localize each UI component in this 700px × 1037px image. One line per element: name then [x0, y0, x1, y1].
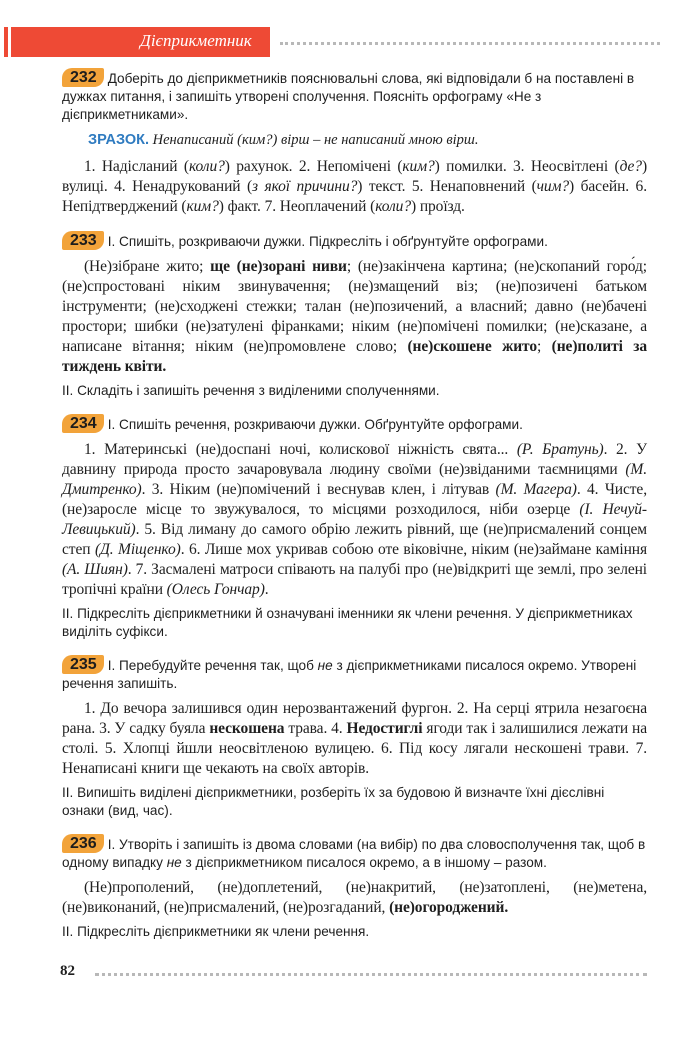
highlighted-word: Недостиглі [346, 720, 423, 737]
header-notch [8, 27, 11, 57]
exercise-task-2: ІІ. Випишіть виділені дієприкметники, розберіть їх за будовою й визначте їхні дієслівні ознаки (вид, час). [62, 785, 605, 818]
exercise-task [62, 655, 647, 693]
text-run: ; [537, 338, 552, 355]
exercise-body [62, 699, 647, 779]
text-run: ) басейн. 6. Непідтверджений ( [62, 178, 647, 215]
task-text: з дієприкметниками писалося окремо. Утворені речення запишіть. [62, 658, 637, 691]
exercise-234 [62, 414, 647, 641]
sample-text: Ненаписаний (ким?) вірш – не написаний мною вірш. [152, 132, 479, 148]
highlighted-phrase: (не)скошене жито [407, 338, 538, 355]
exercise-task [62, 68, 647, 124]
text-run: . 3. Ніким (не)помічений і веснував клен, і літував [141, 481, 496, 498]
header-notch [0, 27, 4, 57]
text-run: . 4. Чисте, (не)заросле місце то звужувалося, то місцями розходилося, ніби озерце [62, 481, 647, 518]
text-run: ) рахунок. 2. Непомічені ( [224, 158, 403, 175]
task-text: І. Утворіть і запишіть із двома словами (на вибір) по два словосполучення так, щоб в одному випадку [62, 837, 646, 870]
task-particle: не [166, 855, 182, 870]
text-run: . 7. Засмалені матроси співають на палубі про (не)відкриті ще землі, про зелені тропічні країни [62, 561, 648, 598]
question: з якої причини? [252, 178, 358, 195]
text-run: . [264, 581, 269, 598]
exercise-number: 233 [62, 231, 104, 250]
exercise-235 [62, 655, 647, 820]
question: коли? [375, 198, 411, 215]
text-run: 1. Материнські (не)доспані ночі, колискової ніжність свята... [84, 441, 517, 458]
exercise-task-2: ІІ. Підкресліть дієприкметники як члени речення. [62, 924, 370, 939]
exercise-236 [62, 834, 647, 941]
page-number: 82 [60, 963, 75, 979]
highlighted-phrase: ще (не)зорані ниви [210, 258, 347, 275]
exercise-number: 235 [62, 655, 104, 674]
exercise-233 [62, 231, 647, 400]
text-run: ягоди так і залишилися лежати на столі. 5. Хлопці йшли неосвітленою вулицею. 6. Під косу лягали нескошені трави. 7. Ненаписані книги ще чекають на своїх авторів. [62, 720, 648, 777]
sample-label: ЗРАЗОК. [88, 132, 150, 148]
task-text: І. Спишіть, розкриваючи дужки. Підкресліть і обґрунтуйте орфограми. [107, 234, 548, 249]
text-run: ) помилки. 3. Неосвітлені ( [434, 158, 620, 175]
question: чим? [536, 178, 570, 195]
exercise-232 [62, 68, 647, 217]
task-text: з дієприкметником писалося окремо, а в іншому – разом. [181, 855, 547, 870]
author: (М. Дмитренко) [62, 461, 647, 498]
exercise-task-2: ІІ. Підкресліть дієприкметники й означувані іменники як члени речення. У дієприкметниках виділіть суфікси. [62, 606, 633, 639]
exercise-body [62, 440, 647, 600]
text-run: 1. До вечора залишився один нерозвантажений фургон. 2. На серці ятрила незагоєна рана. 3. У садку буяла [62, 700, 647, 737]
highlighted-word: (не)огороджений. [389, 899, 509, 916]
chapter-title: Дієприкметник [140, 31, 252, 50]
text-run: . 5. Від лиману до самого обрію лежить рівний, ще (не)присмалений сонцем степ [62, 521, 647, 558]
text-run: 1. Надісланий ( [84, 158, 189, 175]
exercise-body [62, 878, 647, 918]
question: де? [619, 158, 642, 175]
author: (Д. Міщенко) [94, 541, 181, 558]
exercise-task [62, 231, 647, 251]
sample [88, 132, 647, 149]
exercise-task [62, 414, 647, 434]
author: (І. Нечуй-Левицький) [62, 501, 647, 538]
chapter-header [0, 27, 270, 57]
question: коли? [188, 158, 225, 175]
question: ким? [186, 198, 219, 215]
question: ким? [402, 158, 435, 175]
header-divider [280, 42, 660, 45]
task-text: І. Спишіть речення, розкриваючи дужки. Обґрунтуйте орфограми. [107, 417, 523, 432]
text-run: ; (не)закінчена картина; (не)скопаний горо́д; (не)спростовані ніким звинувачення; (не)змащений віз; (не)позичені батьком інструменти; (не)сходжені стежки; талан (не)позичений, а власний; давно (не)бачені простори; шибки (не)затулені фіранками; ніким (не)помічені помилки; (не)сказане, а написане вітання; ніким (не)промовлене слово; [62, 258, 647, 355]
author: (М. Магера) [495, 481, 577, 498]
exercise-task-2: ІІ. Складіть і запишіть речення з виділеними сполученнями. [62, 383, 440, 398]
text-run: ) текст. 5. Ненаповнений ( [357, 178, 537, 195]
task-text: І. Перебудуйте речення так, щоб [107, 658, 318, 673]
exercise-number: 236 [62, 834, 104, 853]
text-run: . 2. У давнину природа просто зачаровувала людину своїми (не)звіданими таємницями [62, 441, 648, 478]
author: (Р. Братунь) [516, 441, 604, 458]
exercise-task [62, 834, 647, 872]
text-run: ) вулиці. 4. Ненадрукований ( [62, 158, 647, 195]
text-run: (Не)зібране жито; [84, 258, 211, 275]
text-run: ) факт. 7. Неоплачений ( [218, 198, 376, 215]
text-run: трава. 4. [284, 720, 347, 737]
exercise-number: 234 [62, 414, 104, 433]
exercise-number: 232 [62, 68, 104, 87]
task-text: Доберіть до дієприкметників пояснювальні слова, які відповідали б на поставлені в дужках питання, і запишіть утворені сполучення. Поясніть орфограму «Не з дієприкметниками». [62, 71, 635, 122]
author: (Олесь Гончар) [166, 581, 265, 598]
footer-divider [95, 973, 647, 976]
highlighted-word: нескошена [209, 720, 285, 737]
task-particle: не [317, 658, 333, 673]
page-content [62, 68, 647, 955]
author: (А. Шиян) [62, 561, 128, 578]
exercise-body [62, 257, 647, 377]
text-run: ) проїзд. [410, 198, 465, 215]
exercise-body [62, 157, 647, 217]
highlighted-phrase: (не)политі за тиждень квіти. [62, 338, 647, 375]
text-run: (Не)прополений, (не)доплетений, (не)накритий, (не)затоплені, (не)метена, (не)виконаний, (не)присмалений, (не)розгаданий, [62, 879, 647, 916]
text-run: . 6. Лише мох укривав собою оте віковічне, ніким (не)займане каміння [180, 541, 647, 558]
